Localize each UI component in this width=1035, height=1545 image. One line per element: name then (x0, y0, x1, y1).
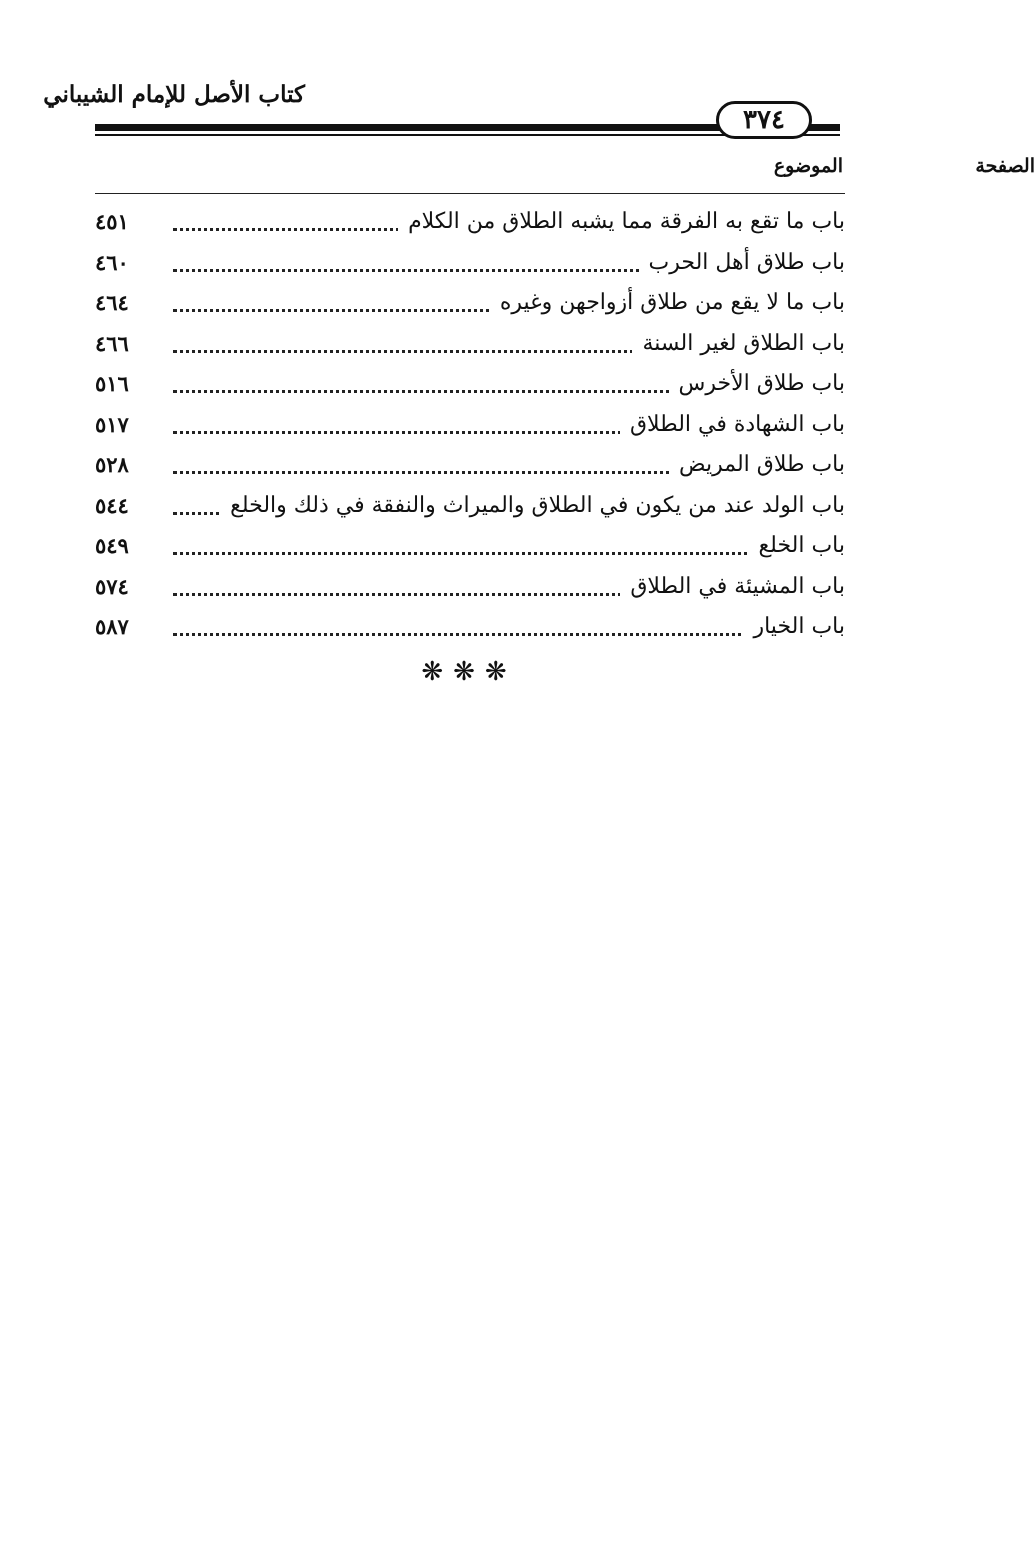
toc-entry (95, 366, 845, 407)
page-column-header: الصفحة (975, 155, 1035, 177)
toc-entry-title: باب طلاق الأخرس (669, 366, 845, 402)
toc-entry-page: ٥١٦ (95, 371, 129, 396)
toc-entry-title: باب طلاق المريض (669, 447, 845, 483)
toc-entry-page: ٥١٧ (95, 411, 129, 437)
toc-entry-page: ٥٤٩ (95, 533, 129, 558)
toc-entry (95, 326, 845, 367)
toc-entry-page: ٥٤٤ (95, 492, 129, 518)
toc-entry (95, 609, 845, 650)
toc-entry (95, 204, 845, 245)
toc-entry-page: ٤٦٠ (95, 249, 129, 275)
toc-entry-title: باب ما لا يقع من طلاق أزواجهن وغيره (490, 285, 845, 321)
toc-entry-title: باب الخلع (748, 528, 845, 564)
toc-entry (95, 569, 845, 610)
dot-leader (173, 552, 845, 555)
toc-entry-title: باب طلاق أهل الحرب (639, 245, 845, 281)
topic-column-header: الموضوع (773, 155, 843, 177)
toc-list (95, 204, 845, 650)
column-header-rule (95, 193, 845, 194)
closing-ornament-icon: ❋❋❋ (421, 657, 517, 687)
toc-entry (95, 447, 845, 488)
toc-entry-title: باب الخيار (743, 609, 845, 645)
toc-entry-page: ٤٥١ (95, 209, 129, 234)
toc-entry (95, 245, 845, 286)
running-header-title: كتاب الأصل للإمام الشيباني (43, 81, 305, 108)
toc-entry-page: ٤٦٦ (95, 330, 129, 356)
toc-entry-title: باب الشهادة في الطلاق (620, 407, 845, 443)
toc-entry-page: ٥٢٨ (95, 452, 129, 477)
toc-entry (95, 488, 845, 529)
toc-entry (95, 407, 845, 448)
toc-entry-title: باب المشيئة في الطلاق (620, 569, 845, 605)
toc-entry-page: ٤٦٤ (95, 290, 129, 315)
toc-entry-title: باب الطلاق لغير السنة (632, 326, 845, 362)
toc-entry (95, 528, 845, 569)
toc-entry-page: ٥٧٤ (95, 573, 129, 599)
toc-entry-title: باب الولد عند من يكون في الطلاق والميراث والنفقة في ذلك والخلع (220, 488, 845, 524)
toc-entry (95, 285, 845, 326)
toc-entry-title: باب ما تقع به الفرقة مما يشبه الطلاق من الكلام (398, 204, 845, 240)
toc-entry-page: ٥٨٧ (95, 614, 129, 639)
page-number: ٣٧٤ (716, 101, 812, 139)
